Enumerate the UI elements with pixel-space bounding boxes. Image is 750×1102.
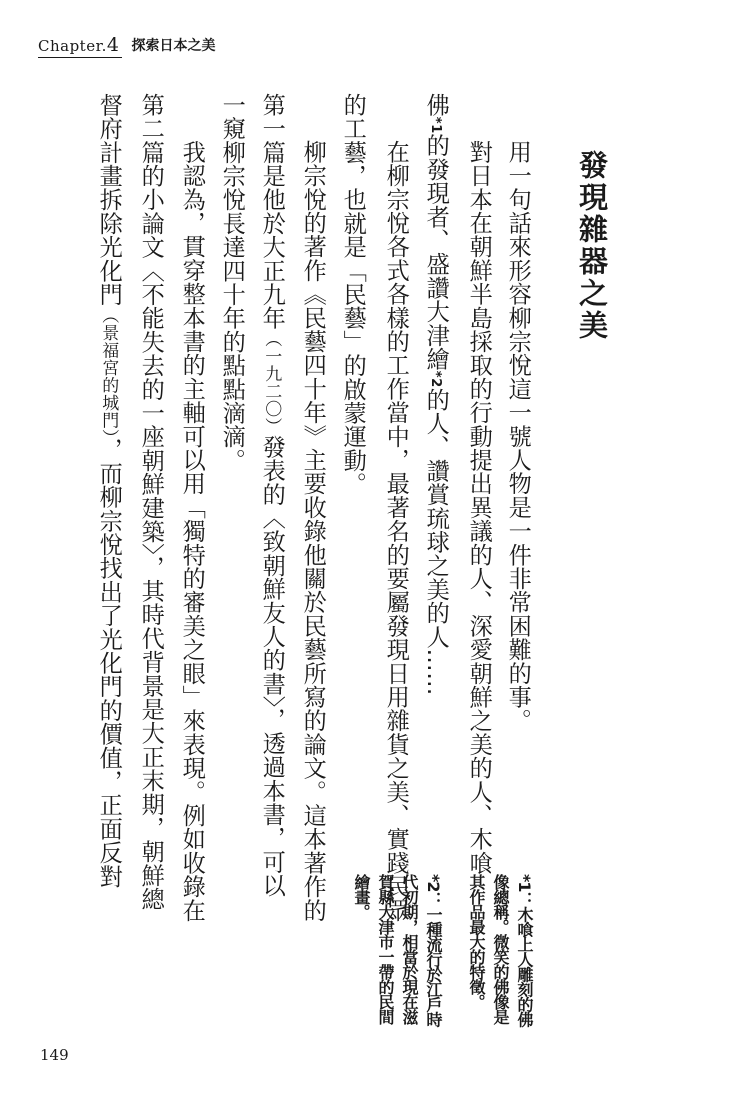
footnote-mark-2: *2 (428, 370, 444, 388)
chapter-title: 探索日本之美 (131, 38, 216, 54)
running-header (38, 34, 215, 58)
footnote-line-7: 繪畫。 (352, 874, 371, 919)
body-line-4: 在柳宗悅各式各樣的工作當中，最著名的要屬發現日用雜貨之美、實踐民眾 (382, 140, 410, 923)
body-line-8: 一窺柳宗悅長達四十年的點點滴滴。 (218, 93, 246, 473)
body-line-9: 我認為，貫穿整本書的主軸可以用「獨特的審美之眼」來表現。例如收錄在 (178, 140, 206, 923)
footnote-line-2: 像總稱。微笑的佛像是 (491, 874, 510, 1024)
body-line-10: 第二篇的小論文〈不能失去的一座朝鮮建築〉，其時代背景是大正末期，朝鮮總 (137, 93, 165, 911)
palace-annotation: （景福宮的城門） (98, 306, 119, 438)
body-line-3: 佛*1的發現者、盛讚大津繪*2的人、讚賞琉球之美的人…… (422, 93, 450, 696)
body-line-5: 的工藝，也就是「民藝」的啟蒙運動。 (339, 93, 367, 496)
footnote-mark-1: *1 (428, 116, 444, 134)
footnote-line-3: 其作品最大的特徵。 (467, 874, 486, 1009)
body-line-2: 對日本在朝鮮半島採取的行動提出異議的人、深愛朝鮮之美的人、木喰 (465, 140, 493, 875)
section-heading: 發現雜器之美 (575, 150, 609, 342)
footnote-line-5: 代初期，相當於現在滋 (400, 874, 419, 1024)
body-line-1: 用一句話來形容柳宗悅這一號人物是一件非常困難的事。 (504, 140, 532, 733)
chapter-label: Chapter.4 (38, 34, 120, 56)
page-number: 149 (40, 1046, 69, 1064)
body-line-11: 督府計畫拆除光化門（景福宮的城門），而柳宗悅找出了光化門的價值，正面反對 (95, 93, 123, 889)
footnote-line-4: *2：一種流行於江戶時 (424, 874, 443, 1027)
header-rule (38, 57, 122, 58)
body-line-7: 第一篇是他於大正九年（一九二〇）發表的〈致朝鮮友人的書〉，透過本書，可以 (258, 93, 286, 898)
footnote-line-6: 賀縣大津市一帶的民間 (376, 874, 395, 1024)
footnote-line-1: *1：木喰上人雕刻的佛 (515, 874, 534, 1027)
date-annotation: （一九二〇） (261, 330, 282, 435)
body-line-6: 柳宗悅的著作《民藝四十年》主要收錄他關於民藝所寫的論文。這本著作的 (299, 140, 327, 923)
